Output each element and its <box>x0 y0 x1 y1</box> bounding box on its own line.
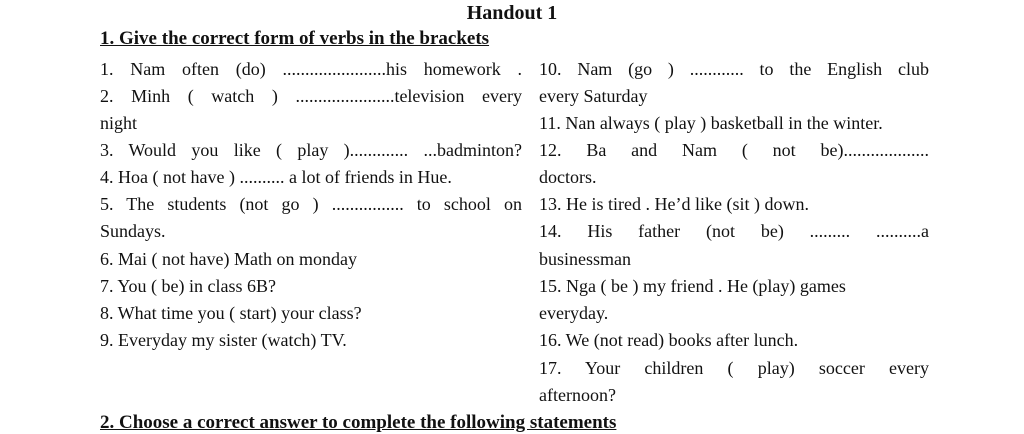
question-2-continued: night <box>100 113 138 133</box>
question-1: 1. Nam often (do) .......................his homework . <box>100 59 522 79</box>
question-12: 12. Ba and Nam ( not be)................... <box>539 140 929 160</box>
question-2: 2. Minh ( watch ) ......................television every <box>100 86 522 106</box>
section-2-heading: 2. Choose a correct answer to complete the following statements <box>100 412 617 433</box>
question-5-continued: Sundays. <box>100 221 166 241</box>
question-17-continued: afternoon? <box>539 385 616 405</box>
question-11: 11. Nan always ( play ) basketball in the winter. <box>539 113 883 133</box>
question-9: 9. Everyday my sister (watch) TV. <box>100 330 347 350</box>
question-8: 8. What time you ( start) your class? <box>100 303 362 323</box>
question-15: 15. Nga ( be ) my friend . He (play) games <box>539 276 846 296</box>
section-1-heading: 1. Give the correct form of verbs in the brackets <box>100 28 490 49</box>
question-5: 5. The students (not go ) ................ to school on <box>100 194 522 214</box>
question-14-continued: businessman <box>539 249 631 269</box>
question-10-continued: every Saturday <box>539 86 648 106</box>
page-title: Handout 1 <box>466 2 558 24</box>
question-15-continued: everyday. <box>539 303 609 323</box>
question-16: 16. We (not read) books after lunch. <box>539 330 799 350</box>
question-14: 14. His father (not be) ......... ..........a <box>539 221 929 241</box>
question-4: 4. Hoa ( not have ) .......... a lot of friends in Hue. <box>100 167 452 187</box>
question-6: 6. Mai ( not have) Math on monday <box>100 249 357 269</box>
question-12-continued: doctors. <box>539 167 597 187</box>
question-10: 10. Nam (go ) ............ to the English club <box>539 59 929 79</box>
question-13: 13. He is tired . He’d like (sit ) down. <box>539 194 809 214</box>
question-3: 3. Would you like ( play )............. ...badminton? <box>100 140 522 160</box>
question-17: 17. Your children ( play) soccer every <box>539 358 929 378</box>
question-7: 7. You ( be) in class 6B? <box>100 276 276 296</box>
